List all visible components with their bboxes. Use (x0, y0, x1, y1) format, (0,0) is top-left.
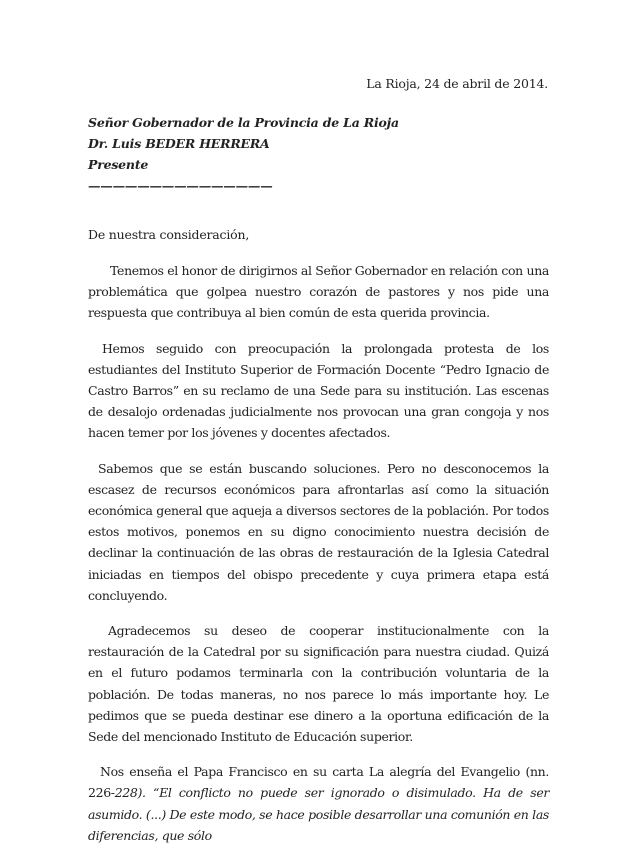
addressee-presente: Presente (88, 157, 149, 172)
paragraph-5-text: Nos enseña el Papa Francisco en su carta La alegría del Evangelio (nn. 226- (88, 764, 549, 801)
paragraph-3: Sabemos que se están buscando soluciones. Pero no desconocemos la escasez de recursos económicos para afrontarlas así como la situación económica general que aqueja a diversos sectores de la población. Por todos estos motivos, ponemos en su digno conocimiento nuestra decisión de declinar la continuación de las obras de restauración de la Iglesia Catedral iniciadas en tiempos del obispo precedente y cuya primera etapa está concluyendo. (88, 460, 549, 603)
letter-date: La Rioja, 24 de abril de 2014. (366, 76, 548, 91)
addressee-rule: ——————————————— (88, 178, 273, 193)
paragraph-5-quote: 228). “El conflicto no puede ser ignorado o disimulado. Ha de ser asumido. (...) De este modo, se hace posible desarrollar una comunión en las diferencias, que sólo (88, 785, 549, 843)
paragraph-1: Tenemos el honor de dirigirnos al Señor Gobernador en relación con una problemática que golpea nuestro corazón de pastores y nos pide una respuesta que contribuya al bien común de esta querida provincia. (88, 263, 549, 321)
addressee-title: Señor Gobernador de la Provincia de La Rioja (88, 115, 399, 130)
paragraph-4: Agradecemos su deseo de cooperar institucionalmente con la restauración de la Catedral por su significación para nuestra ciudad. Quizá en el futuro podamos terminarla con la contribución voluntaria de la población. De todas maneras, no nos parece lo más importante hoy. Le pedimos que se pueda destinar ese dinero a la oportuna edificación de la Sede del mencionado Instituto de Educación superior. (88, 623, 549, 745)
letter-body (88, 260, 549, 860)
greeting: De nuestra consideración, (88, 227, 250, 242)
paragraph-2: Hemos seguido con preocupación la prolongada protesta de los estudiantes del Instituto Superior de Formación Docente “Pedro Ignacio de Castro Barros” en su reclamo de una Sede para su institución. Las escenas de desalojo ordenadas judicialmente nos provocan una gran congoja y nos hacen temer por los jóvenes y docentes afectados. (88, 340, 549, 441)
addressee-name: Dr. Luis BEDER HERRERA (88, 136, 270, 151)
paragraph-5 (88, 761, 549, 846)
addressee-block (88, 112, 558, 196)
